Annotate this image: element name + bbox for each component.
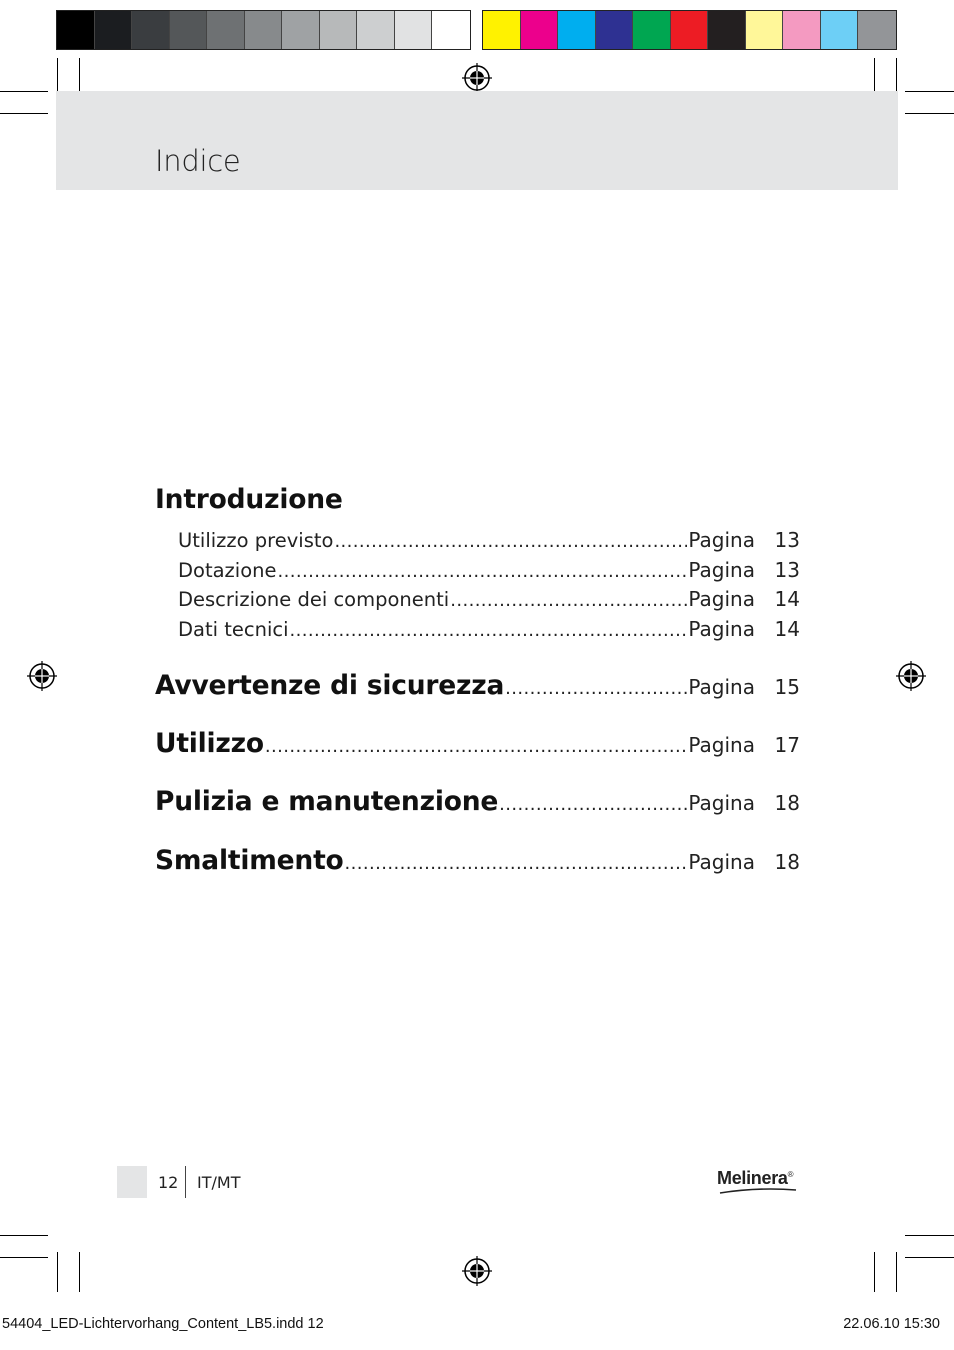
color-swatch — [483, 11, 521, 49]
footer-language: IT/MT — [197, 1173, 241, 1192]
gray-swatch — [95, 11, 133, 49]
gray-swatch — [245, 11, 283, 49]
toc-heading-disposal[interactable] — [155, 845, 800, 885]
page-word: Pagina — [688, 528, 755, 552]
table-of-contents — [155, 484, 800, 885]
gray-swatch — [432, 11, 470, 49]
toc-entry-label: Descrizione dei componenti — [178, 588, 450, 611]
color-swatch — [708, 11, 746, 49]
page-number: 13 — [774, 557, 800, 582]
page-word: Pagina — [688, 850, 755, 874]
brand-swoosh-icon — [718, 1186, 798, 1196]
crop-mark — [0, 91, 48, 92]
crop-mark — [0, 1257, 48, 1258]
slug-timestamp: 22.06.10 15:30 — [843, 1316, 940, 1332]
color-swatch — [521, 11, 559, 49]
toc-heading[interactable] — [155, 484, 800, 528]
toc-entry[interactable] — [178, 558, 800, 588]
registration-mark-icon — [896, 661, 926, 691]
brand-name: Melinera — [717, 1168, 788, 1188]
page-word: Pagina — [688, 616, 755, 641]
page-word: Pagina — [688, 733, 755, 757]
crop-mark — [57, 1252, 58, 1292]
color-swatch — [746, 11, 784, 49]
footer-tab — [117, 1166, 147, 1198]
leader-dots — [290, 620, 688, 641]
crop-mark — [905, 1257, 954, 1258]
color-swatch — [671, 11, 709, 49]
gray-swatch — [57, 11, 95, 49]
page-title: Indice — [155, 144, 241, 178]
toc-heading-safety[interactable] — [155, 670, 800, 728]
page-number: 15 — [774, 675, 800, 699]
footer-page-number: 12 — [158, 1173, 179, 1192]
toc-section-introduction — [155, 484, 800, 646]
gray-swatch — [320, 11, 358, 49]
crop-mark — [905, 91, 954, 92]
toc-heading-cleaning[interactable] — [155, 786, 800, 845]
color-calibration-bar — [482, 10, 897, 50]
page-number: 18 — [774, 850, 800, 874]
crop-mark — [905, 113, 954, 114]
registration-mark-icon — [27, 661, 57, 691]
toc-entry[interactable] — [178, 528, 800, 558]
registration-mark-icon — [462, 63, 492, 93]
leader-dots — [450, 590, 687, 611]
slug-filename: 54404_LED-Lichtervorhang_Content_LB5.indd 12 — [2, 1316, 324, 1332]
gray-swatch — [207, 11, 245, 49]
page-number: 18 — [774, 791, 800, 815]
crop-mark — [0, 1235, 48, 1236]
toc-heading-usage[interactable] — [155, 728, 800, 786]
toc-heading-label: Introduzione — [155, 484, 343, 515]
brand-registered-mark: ® — [787, 1170, 794, 1179]
crop-mark — [896, 1252, 897, 1292]
toc-heading-label: Smaltimento — [155, 845, 344, 876]
page-number: 14 — [774, 616, 800, 641]
page-number: 13 — [774, 528, 800, 552]
toc-entry-label: Dotazione — [178, 558, 277, 582]
gray-swatch — [282, 11, 320, 49]
page-number: 14 — [774, 587, 800, 611]
crop-mark — [874, 1252, 875, 1292]
leader-dots — [499, 794, 687, 815]
crop-mark — [79, 1252, 80, 1292]
crop-mark — [0, 113, 48, 114]
toc-heading-label: Utilizzo — [155, 728, 264, 759]
color-swatch — [633, 11, 671, 49]
toc-entry-label: Dati tecnici — [178, 617, 289, 641]
crop-mark — [905, 1235, 954, 1236]
toc-heading-label: Pulizia e manutenzione — [155, 786, 499, 817]
gray-swatch — [357, 11, 395, 49]
page-word: Pagina — [688, 557, 755, 582]
footer-divider — [185, 1166, 186, 1198]
gray-swatch — [132, 11, 170, 49]
color-swatch — [821, 11, 859, 49]
gray-swatch — [170, 11, 208, 49]
leader-dots — [334, 531, 687, 552]
leader-dots — [277, 561, 687, 582]
page-word: Pagina — [688, 791, 755, 815]
gray-swatch — [395, 11, 433, 49]
page-number: 17 — [774, 733, 800, 757]
page-word: Pagina — [688, 587, 755, 611]
leader-dots — [265, 736, 688, 757]
page-word: Pagina — [688, 675, 755, 699]
color-swatch — [558, 11, 596, 49]
toc-entry[interactable] — [178, 617, 800, 647]
toc-entry-label: Utilizzo previsto — [178, 529, 334, 552]
leader-dots — [505, 678, 687, 699]
grayscale-calibration-bar — [56, 10, 471, 50]
toc-entry[interactable] — [178, 587, 800, 617]
toc-heading-label: Avvertenze di sicurezza — [155, 670, 505, 701]
color-swatch — [858, 11, 896, 49]
color-swatch — [596, 11, 634, 49]
color-swatch — [783, 11, 821, 49]
leader-dots — [345, 853, 688, 874]
registration-mark-icon — [462, 1256, 492, 1286]
